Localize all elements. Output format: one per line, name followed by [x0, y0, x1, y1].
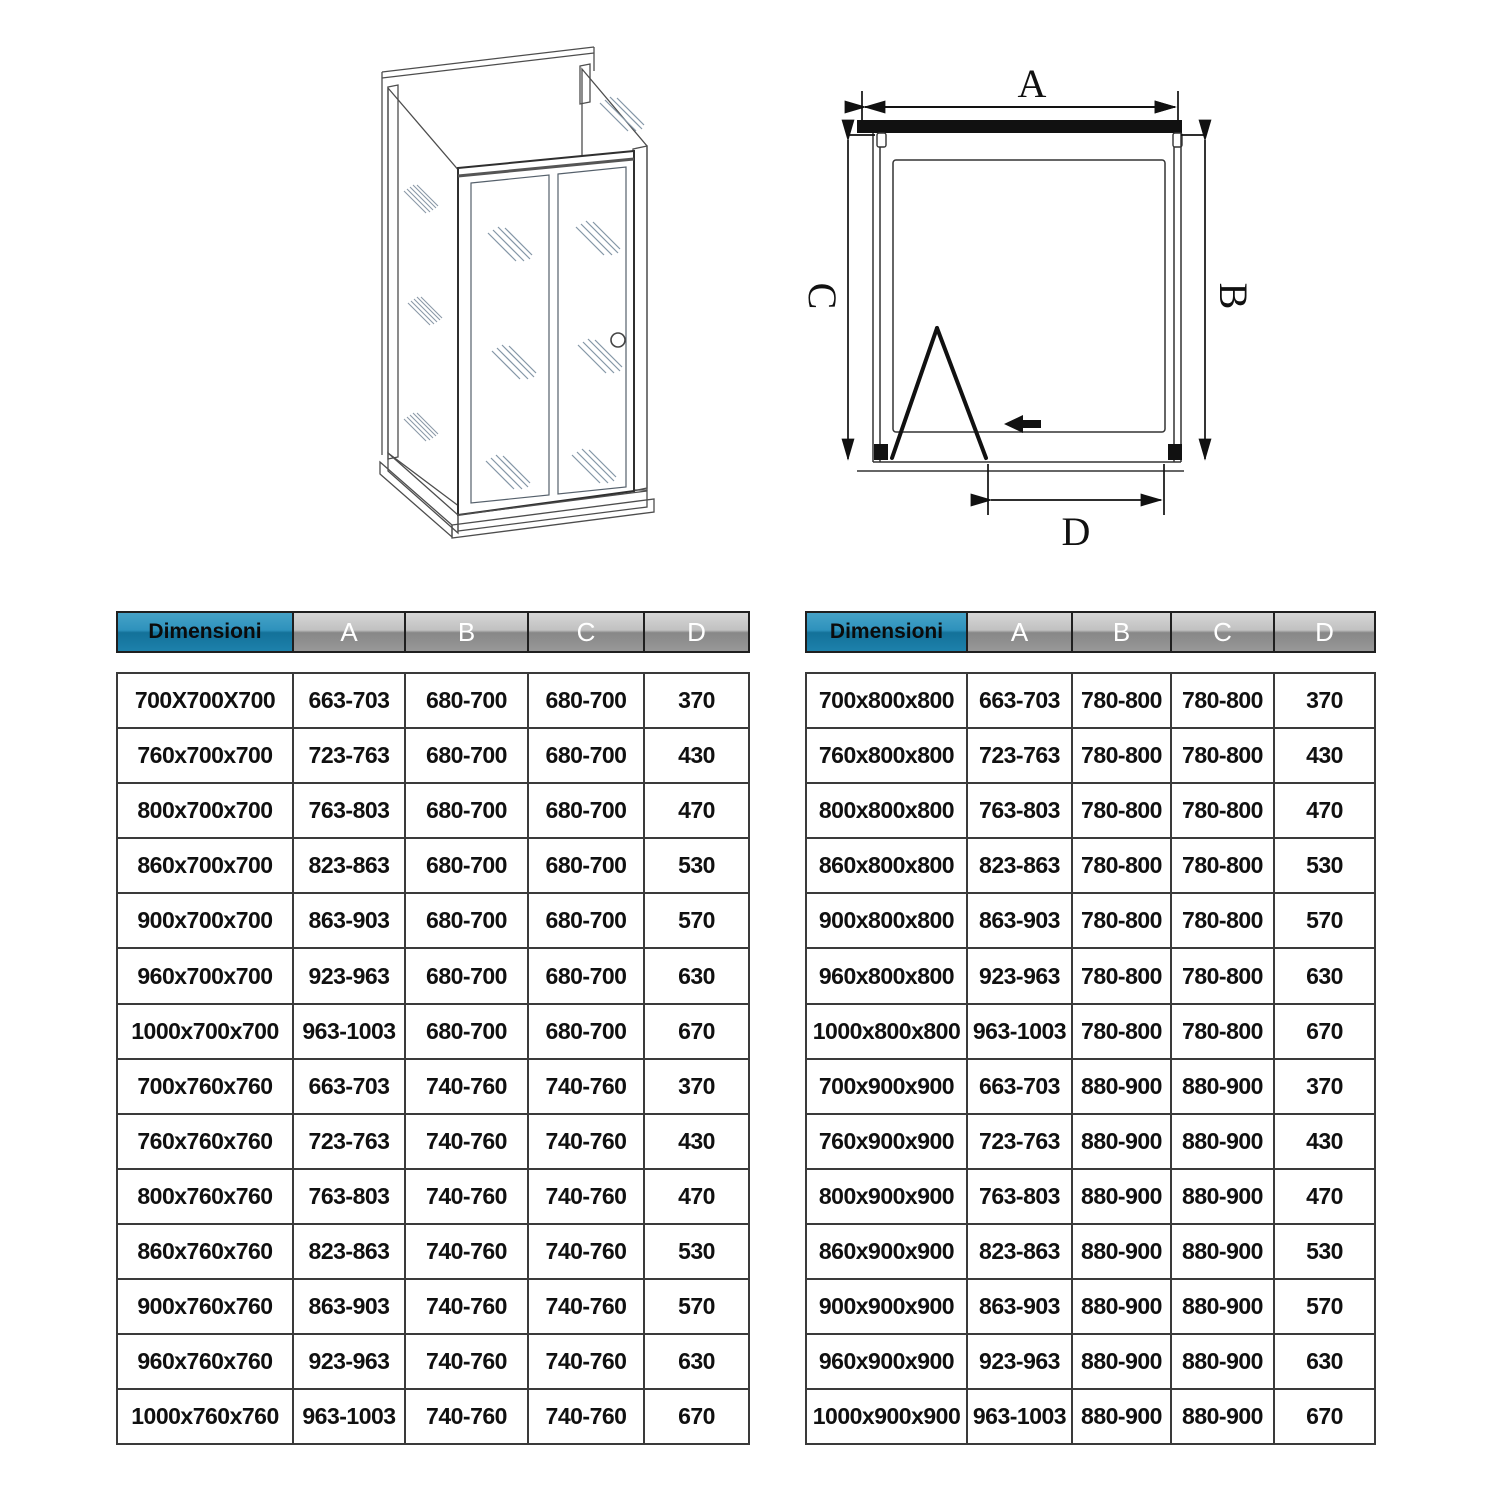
table-header: [116, 611, 750, 653]
table-cell: 740-760: [405, 1169, 528, 1224]
dim-label-a: A: [1017, 61, 1047, 106]
table-cell: 740-760: [528, 1169, 644, 1224]
table-cell: 780-800: [1072, 673, 1171, 728]
table-cell: 530: [644, 838, 749, 893]
table-cell: 963-1003: [967, 1389, 1072, 1444]
table-cell: 740-760: [528, 1389, 644, 1444]
plan-schematic: [800, 45, 1270, 550]
table-cell: 823-863: [967, 838, 1072, 893]
table-cell: 670: [1274, 1004, 1375, 1059]
table-cell: 1000x760x760: [117, 1389, 293, 1444]
table-cell: 630: [1274, 1334, 1375, 1389]
table-cell: 680-700: [405, 783, 528, 838]
table-cell: 860x800x800: [806, 838, 967, 893]
table-row: [806, 1114, 1375, 1169]
table-cell: 760x800x800: [806, 728, 967, 783]
table-cell: 880-900: [1072, 1114, 1171, 1169]
table-row: [806, 1279, 1375, 1334]
table-cell: 570: [644, 893, 749, 948]
table-cell: 860x700x700: [117, 838, 293, 893]
table-cell: 680-700: [405, 893, 528, 948]
table-cell: 430: [1274, 1114, 1375, 1169]
table-cell: 700X700X700: [117, 673, 293, 728]
table-cell: 780-800: [1171, 673, 1274, 728]
table-cell: 630: [644, 1334, 749, 1389]
table-cell: 370: [1274, 1059, 1375, 1114]
table-row: [117, 728, 749, 783]
column-header-a: A: [293, 612, 405, 652]
table-cell: 763-803: [293, 1169, 405, 1224]
left-glass-panel: [388, 88, 460, 507]
table-cell: 880-900: [1072, 1334, 1171, 1389]
column-header-dimensioni: Dimensioni: [117, 612, 293, 652]
table-cell: 780-800: [1072, 948, 1171, 1003]
dim-label-b: B: [1211, 282, 1256, 310]
table-cell: 963-1003: [967, 1004, 1072, 1059]
table-cell: 880-900: [1171, 1279, 1274, 1334]
table-row: [806, 1169, 1375, 1224]
table-body: [116, 672, 750, 1445]
table-row: [117, 1389, 749, 1444]
table-cell: 780-800: [1072, 1004, 1171, 1059]
table-cell: 763-803: [293, 783, 405, 838]
table-cell: 680-700: [528, 1004, 644, 1059]
table-cell: 880-900: [1171, 1059, 1274, 1114]
table-cell: 880-900: [1072, 1279, 1171, 1334]
table-cell: 780-800: [1072, 728, 1171, 783]
table-cell: 863-903: [967, 1279, 1072, 1334]
table-cell: 880-900: [1171, 1334, 1274, 1389]
column-header-d: D: [644, 612, 749, 652]
table-cell: 880-900: [1171, 1169, 1274, 1224]
table-cell: 860x760x760: [117, 1224, 293, 1279]
column-header-b: B: [1072, 612, 1171, 652]
table-cell: 740-760: [405, 1114, 528, 1169]
table-cell: 370: [644, 1059, 749, 1114]
table-cell: 780-800: [1171, 893, 1274, 948]
table-cell: 680-700: [528, 783, 644, 838]
table-row: [117, 673, 749, 728]
table-cell: 740-760: [528, 1279, 644, 1334]
table-cell: 740-760: [405, 1389, 528, 1444]
table-cell: 740-760: [405, 1334, 528, 1389]
table-row: [806, 1389, 1375, 1444]
table-cell: 800x900x900: [806, 1169, 967, 1224]
table-cell: 700x760x760: [117, 1059, 293, 1114]
table-cell: 880-900: [1171, 1389, 1274, 1444]
table-cell: 863-903: [293, 893, 405, 948]
table-cell: 960x760x760: [117, 1334, 293, 1389]
table-row: [117, 1169, 749, 1224]
table-cell: 740-760: [528, 1114, 644, 1169]
table-row: [117, 1114, 749, 1169]
table-cell: 780-800: [1171, 728, 1274, 783]
table-cell: 880-900: [1072, 1389, 1171, 1444]
corner-block-right: [1168, 444, 1182, 460]
table-cell: 530: [1274, 1224, 1375, 1279]
door-knob: [611, 333, 625, 347]
slide-direction-arrow: [1004, 415, 1041, 433]
table-cell: 530: [644, 1224, 749, 1279]
table-row: [806, 1224, 1375, 1279]
dim-label-c: C: [800, 282, 845, 310]
table-cell: 763-803: [967, 783, 1072, 838]
table-cell: 800x760x760: [117, 1169, 293, 1224]
table-cell: 780-800: [1171, 1004, 1274, 1059]
dim-label-d: D: [1061, 509, 1091, 550]
table-cell: 723-763: [967, 1114, 1072, 1169]
table-cell: 780-800: [1171, 838, 1274, 893]
table-row: [117, 893, 749, 948]
table-row: [117, 1224, 749, 1279]
table-cell: 670: [1274, 1389, 1375, 1444]
table-cell: 430: [1274, 728, 1375, 783]
table-cell: 960x800x800: [806, 948, 967, 1003]
column-header-d: D: [1274, 612, 1375, 652]
table-cell: 900x760x760: [117, 1279, 293, 1334]
table-row: [806, 673, 1375, 728]
table-cell: 780-800: [1171, 783, 1274, 838]
table-cell: 680-700: [405, 948, 528, 1003]
table-cell: 630: [1274, 948, 1375, 1003]
table-cell: 570: [1274, 893, 1375, 948]
table-cell: 760x700x700: [117, 728, 293, 783]
table-row: [117, 1334, 749, 1389]
table-row: [117, 1279, 749, 1334]
table-cell: 680-700: [405, 673, 528, 728]
table-cell: 670: [644, 1389, 749, 1444]
table-cell: 740-760: [528, 1224, 644, 1279]
table-cell: 740-760: [405, 1224, 528, 1279]
table-row: [117, 783, 749, 838]
table-cell: 700x800x800: [806, 673, 967, 728]
table-cell: 740-760: [405, 1279, 528, 1334]
table-row: [806, 1004, 1375, 1059]
table-row: [117, 1004, 749, 1059]
table-cell: 780-800: [1171, 948, 1274, 1003]
table-cell: 680-700: [405, 728, 528, 783]
table-cell: 663-703: [967, 673, 1072, 728]
table-cell: 723-763: [293, 728, 405, 783]
table-row: [806, 893, 1375, 948]
table-cell: 963-1003: [293, 1004, 405, 1059]
table-cell: 823-863: [293, 838, 405, 893]
table-cell: 960x700x700: [117, 948, 293, 1003]
table-cell: 680-700: [528, 948, 644, 1003]
table-row: [117, 1059, 749, 1114]
table-cell: 430: [644, 1114, 749, 1169]
table-cell: 680-700: [405, 1004, 528, 1059]
dimension-table-right: [805, 611, 1376, 1445]
table-body: [805, 672, 1376, 1445]
column-header-a: A: [967, 612, 1072, 652]
table-cell: 680-700: [405, 838, 528, 893]
table-header: [805, 611, 1376, 653]
table-cell: 530: [1274, 838, 1375, 893]
table-cell: 663-703: [967, 1059, 1072, 1114]
column-header-c: C: [528, 612, 644, 652]
table-cell: 470: [644, 1169, 749, 1224]
column-header-b: B: [405, 612, 528, 652]
table-row: [806, 838, 1375, 893]
table-cell: 823-863: [293, 1224, 405, 1279]
table-cell: 880-900: [1171, 1114, 1274, 1169]
table-cell: 680-700: [528, 728, 644, 783]
left-wall-profile: [388, 85, 398, 459]
table-cell: 763-803: [967, 1169, 1072, 1224]
table-cell: 723-763: [967, 728, 1072, 783]
table-cell: 923-963: [967, 1334, 1072, 1389]
table-cell: 923-963: [967, 948, 1072, 1003]
table-cell: 470: [644, 783, 749, 838]
table-row: [806, 1059, 1375, 1114]
table-cell: 370: [1274, 673, 1375, 728]
table-cell: 780-800: [1072, 783, 1171, 838]
table-row: [806, 1334, 1375, 1389]
table-cell: 760x900x900: [806, 1114, 967, 1169]
column-header-dimensioni: Dimensioni: [806, 612, 967, 652]
table-cell: 900x900x900: [806, 1279, 967, 1334]
table-cell: 880-900: [1171, 1224, 1274, 1279]
table-cell: 960x900x900: [806, 1334, 967, 1389]
table-cell: 760x760x760: [117, 1114, 293, 1169]
corner-block-left: [874, 444, 888, 460]
column-header-c: C: [1171, 612, 1274, 652]
open-door-triangle: [892, 328, 986, 458]
table-cell: 1000x700x700: [117, 1004, 293, 1059]
table-cell: 780-800: [1072, 893, 1171, 948]
table-cell: 863-903: [293, 1279, 405, 1334]
table-cell: 723-763: [293, 1114, 405, 1169]
table-cell: 823-863: [967, 1224, 1072, 1279]
table-cell: 570: [1274, 1279, 1375, 1334]
table-cell: 670: [644, 1004, 749, 1059]
table-cell: 630: [644, 948, 749, 1003]
table-row: [117, 838, 749, 893]
table-cell: 430: [644, 728, 749, 783]
table-row: [806, 728, 1375, 783]
table-cell: 370: [644, 673, 749, 728]
table-cell: 663-703: [293, 673, 405, 728]
table-cell: 800x800x800: [806, 783, 967, 838]
table-cell: 923-963: [293, 948, 405, 1003]
table-cell: 740-760: [528, 1334, 644, 1389]
table-cell: 863-903: [967, 893, 1072, 948]
top-rail-bar: [857, 120, 1182, 133]
table-row: [117, 948, 749, 1003]
table-cell: 740-760: [405, 1059, 528, 1114]
table-cell: 880-900: [1072, 1059, 1171, 1114]
table-cell: 700x900x900: [806, 1059, 967, 1114]
bifold-door: [458, 151, 634, 515]
table-cell: 470: [1274, 783, 1375, 838]
table-cell: 880-900: [1072, 1169, 1171, 1224]
table-cell: 740-760: [528, 1059, 644, 1114]
table-row: [806, 783, 1375, 838]
table-cell: 880-900: [1072, 1224, 1171, 1279]
table-cell: 800x700x700: [117, 783, 293, 838]
table-cell: 963-1003: [293, 1389, 405, 1444]
front-right-post: [633, 146, 647, 491]
table-cell: 1000x900x900: [806, 1389, 967, 1444]
table-cell: 860x900x900: [806, 1224, 967, 1279]
table-row: [806, 948, 1375, 1003]
table-cell: 470: [1274, 1169, 1375, 1224]
table-cell: 923-963: [293, 1334, 405, 1389]
shower-3d-figure: [330, 25, 660, 565]
table-cell: 570: [644, 1279, 749, 1334]
table-cell: 1000x800x800: [806, 1004, 967, 1059]
table-cell: 680-700: [528, 838, 644, 893]
table-cell: 680-700: [528, 673, 644, 728]
table-cell: 900x700x700: [117, 893, 293, 948]
table-cell: 680-700: [528, 893, 644, 948]
table-cell: 900x800x800: [806, 893, 967, 948]
dimension-table-left: [116, 611, 750, 1445]
table-cell: 780-800: [1072, 838, 1171, 893]
table-cell: 663-703: [293, 1059, 405, 1114]
